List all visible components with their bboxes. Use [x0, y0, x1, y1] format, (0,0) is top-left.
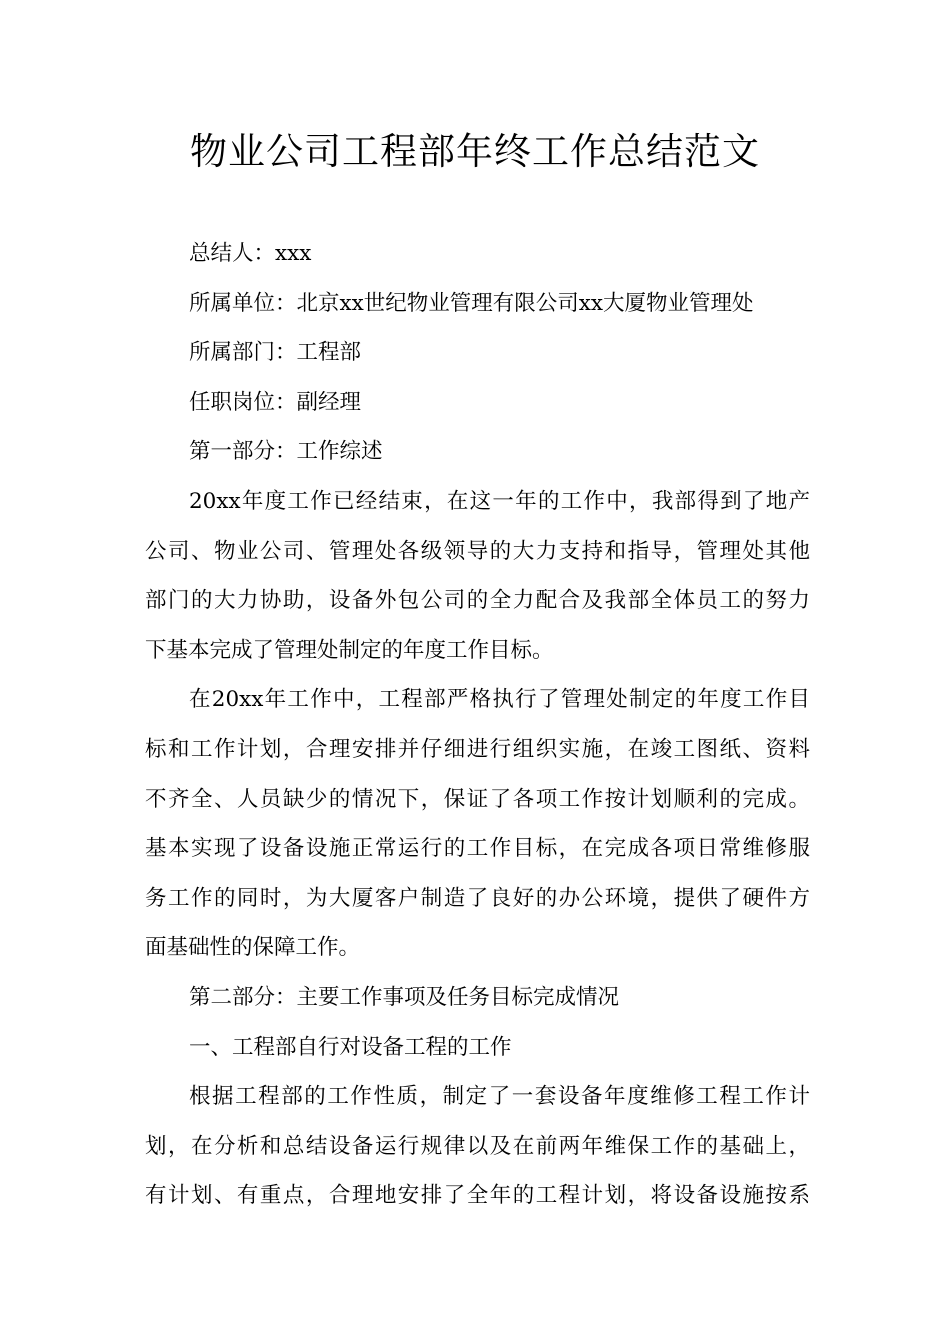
paragraph-3-line-1: 根据工程部的工作性质，制定了一套设备年度维修工程工作计: [189, 1084, 810, 1110]
paragraph-2-line-2: 标和工作计划，合理安排并仔细进行组织实施，在竣工图纸、资料: [145, 736, 810, 762]
paragraph-1-line-3: 部门的大力协助，设备外包公司的全力配合及我部全体员工的努力: [145, 588, 810, 614]
paragraph-2-line-3: 不齐全、人员缺少的情况下，保证了各项工作按计划顺利的完成。: [145, 786, 810, 812]
section1-heading: 一、工程部自行对设备工程的工作: [189, 1034, 512, 1060]
position-line: 任职岗位：副经理: [189, 389, 362, 415]
department-line: 所属部门：工程部: [189, 340, 362, 366]
part2-heading: 第二部分：主要工作事项及任务目标完成情况: [189, 984, 620, 1010]
document-body: [145, 229, 810, 1221]
paragraph-2-line-1: 在20xx年工作中，工程部严格执行了管理处制定的年度工作目: [189, 687, 810, 713]
unit-line: 所属单位：北京xx世纪物业管理有限公司xx大厦物业管理处: [189, 290, 754, 316]
document-title: 物业公司工程部年终工作总结范文: [190, 130, 760, 173]
paragraph-1-line-2: 公司、物业公司、管理处各级领导的大力支持和指导，管理处其他: [145, 538, 810, 564]
part1-heading: 第一部分：工作综述: [189, 439, 383, 465]
author-line: 总结人：xxx: [189, 241, 312, 266]
paragraph-1-line-4: 下基本完成了管理处制定的年度工作目标。: [145, 637, 554, 663]
paragraph-1-line-1: 20xx年度工作已经结束，在这一年的工作中，我部得到了地产: [189, 488, 810, 514]
paragraph-2-line-5: 务工作的同时，为大厦客户制造了良好的办公环境，提供了硬件方: [145, 885, 810, 911]
paragraph-2-line-4: 基本实现了设备设施正常运行的工作目标，在完成各项日常维修服: [145, 836, 810, 862]
paragraph-2-line-6: 面基础性的保障工作。: [145, 935, 361, 961]
paragraph-3-line-2: 划，在分析和总结设备运行规律以及在前两年维保工作的基础上，: [145, 1133, 810, 1159]
paragraph-3-line-3: 有计划、有重点，合理地安排了全年的工程计划，将设备设施按系: [145, 1183, 810, 1209]
